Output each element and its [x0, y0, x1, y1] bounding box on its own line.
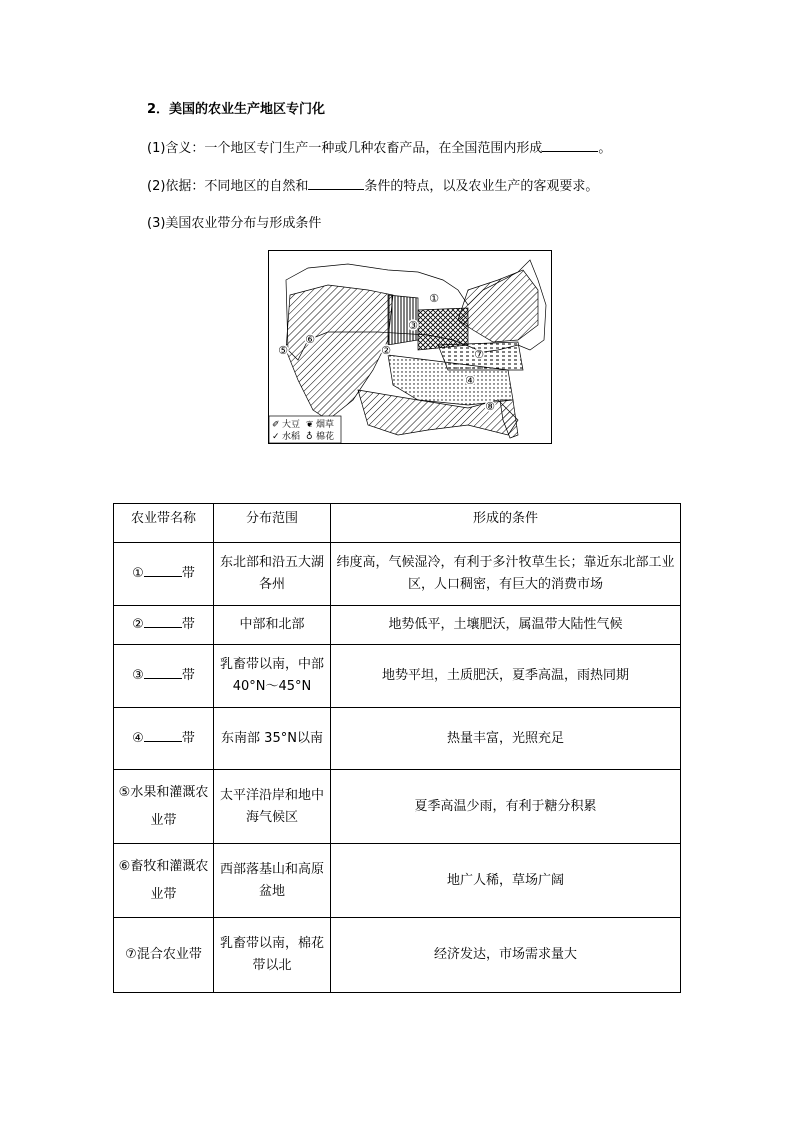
- map-label-5: ⑤: [278, 344, 288, 357]
- range-cell: 乳畜带以南，棉花带以北: [214, 918, 331, 993]
- legend-soybean: 大豆: [282, 420, 301, 430]
- table-row: [114, 844, 681, 918]
- table-row: [114, 708, 681, 770]
- table-row: [114, 645, 681, 708]
- belt-name-cell: ② 带: [114, 606, 214, 645]
- conditions-cell: 地势平坦，土质肥沃，夏季高温，雨热同期: [331, 645, 681, 708]
- map-label-6: ⑥: [305, 333, 315, 346]
- item-basis: [147, 175, 598, 194]
- belt-name-cell: ⑤水果和灌溉农业带: [114, 770, 214, 844]
- range-cell: 太平洋沿岸和地中海气候区: [214, 770, 331, 844]
- table-row: [114, 606, 681, 645]
- agriculture-belt-table: [113, 503, 681, 993]
- range-cell: 东南部 35°N以南: [214, 708, 331, 770]
- conditions-cell: 热量丰富，光照充足: [331, 708, 681, 770]
- conditions-cell: 地势低平，土壤肥沃，属温带大陆性气候: [331, 606, 681, 645]
- fill-blank: [144, 617, 182, 628]
- legend-tobacco: 烟草: [316, 420, 335, 430]
- range-cell: 中部和北部: [214, 606, 331, 645]
- conditions-cell: 经济发达，市场需求量大: [331, 918, 681, 993]
- legend-tobacco-icon: ❦: [306, 420, 314, 430]
- fill-blank: [144, 668, 182, 679]
- table-row: [114, 543, 681, 606]
- legend-rice: 水稻: [282, 432, 301, 442]
- legend-cotton: 棉花: [316, 432, 335, 442]
- item-basis-end: 条件的特点，以及农业生产的客观要求。: [364, 179, 599, 194]
- map-label-1: ①: [429, 292, 439, 305]
- legend-soybean-icon: ✐: [272, 420, 280, 430]
- item-meaning-text: (1)含义：一个地区专门生产一种或几种农畜产品，在全国范围内形成: [147, 141, 543, 156]
- item-distribution-title: (3)美国农业带分布与形成条件: [147, 216, 322, 231]
- header-conditions: 形成的条件: [331, 504, 681, 543]
- item-meaning-end: 。: [598, 141, 612, 156]
- belt-name-cell: ① 带: [114, 543, 214, 606]
- table-row: [114, 770, 681, 844]
- range-cell: 东北部和沿五大湖各州: [214, 543, 331, 606]
- map-label-3: ③: [408, 319, 418, 332]
- us-agriculture-belt-map: [268, 250, 552, 444]
- item-meaning: [147, 137, 611, 156]
- section-heading: 2．美国的农业生产地区专门化: [147, 102, 326, 117]
- header-belt-name: 农业带名称: [114, 504, 214, 543]
- conditions-cell: 纬度高，气候湿冷，有利于多汁牧草生长；靠近东北部工业区，人口稠密，有巨大的消费市场: [331, 543, 681, 606]
- item-basis-text: (2)依据：不同地区的自然和: [147, 179, 309, 194]
- map-label-2: ②: [381, 344, 391, 357]
- fill-blank: [542, 139, 598, 152]
- map-label-4: ④: [465, 374, 475, 387]
- legend-cotton-icon: ♁: [306, 432, 313, 442]
- belt-name-cell: ⑥畜牧和灌溉农业带: [114, 844, 214, 918]
- belt-name-cell: ③ 带: [114, 645, 214, 708]
- belt-name-cell: ⑦混合农业带: [114, 918, 214, 993]
- fill-blank: [308, 177, 364, 190]
- header-range: 分布范围: [214, 504, 331, 543]
- conditions-cell: 夏季高温少雨，有利于糖分积累: [331, 770, 681, 844]
- legend-rice-icon: ✓: [272, 432, 280, 442]
- map-label-7: ⑦: [474, 348, 484, 361]
- table-header-row: [114, 504, 681, 543]
- conditions-cell: 地广人稀，草场广阔: [331, 844, 681, 918]
- range-cell: 乳畜带以南，中部 40°N～45°N: [214, 645, 331, 708]
- belt-name-cell: ④ 带: [114, 708, 214, 770]
- map-label-8: ⑧: [485, 400, 495, 413]
- table-row: [114, 918, 681, 993]
- fill-blank: [144, 731, 182, 742]
- fill-blank: [144, 566, 182, 577]
- range-cell: 西部落基山和高原盆地: [214, 844, 331, 918]
